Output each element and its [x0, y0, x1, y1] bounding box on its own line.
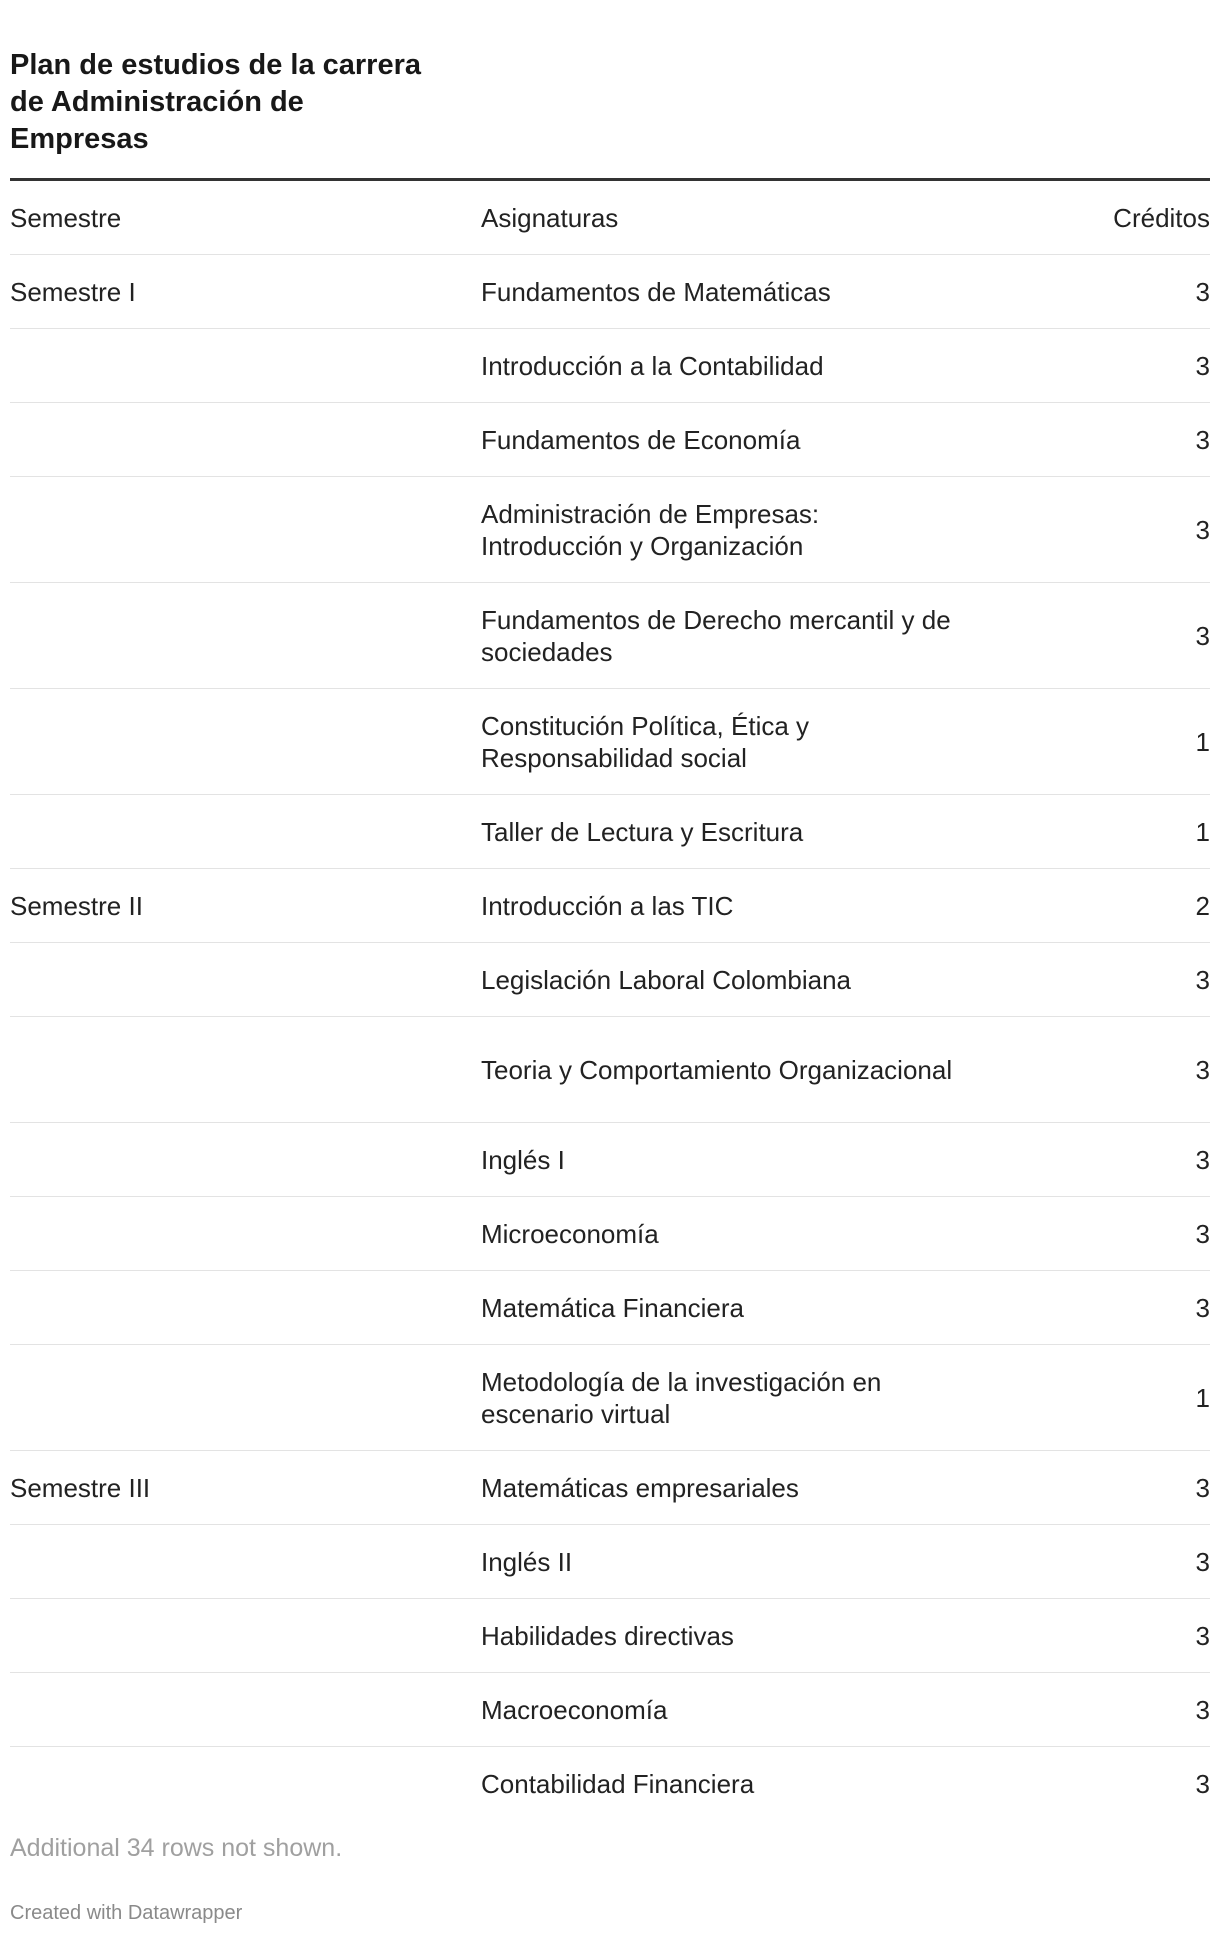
table-header-row: [10, 181, 1210, 255]
credits-cell: 3: [1195, 1292, 1210, 1323]
table-row: [10, 1271, 1210, 1345]
subject-cell: Matemáticas empresariales: [481, 1472, 799, 1503]
subject-cell: Administración de Empresas: Introducción y Organización: [481, 498, 820, 561]
table-row: [10, 795, 1210, 869]
subject-cell: Teoria y Comportamiento Organizacional: [481, 1054, 953, 1085]
subject-cell: Fundamentos de Economía: [481, 424, 801, 455]
subject-cell: Macroeconomía: [481, 1694, 668, 1725]
table-row: [10, 583, 1210, 689]
subject-cell: Introducción a la Contabilidad: [481, 350, 824, 381]
column-header-semester[interactable]: Semestre: [10, 202, 122, 233]
subject-cell: Introducción a las TIC: [481, 890, 734, 921]
credits-cell: 2: [1195, 890, 1210, 921]
credits-cell: 3: [1195, 1218, 1210, 1249]
table-row: [10, 1747, 1210, 1821]
table-row: [10, 689, 1210, 795]
credits-cell: 3: [1195, 964, 1210, 995]
credits-cell: 3: [1195, 620, 1210, 651]
credits-cell: 3: [1195, 350, 1210, 381]
credits-cell: 3: [1195, 514, 1210, 545]
table-row: [10, 255, 1210, 329]
credits-cell: 3: [1195, 1144, 1210, 1175]
credits-cell: 1: [1195, 1382, 1210, 1413]
rows-not-shown-note: Additional 34 rows not shown.: [10, 1834, 343, 1862]
datawrapper-credit[interactable]: Created with Datawrapper: [10, 1902, 243, 1924]
subject-cell: Constitución Política, Ética y Responsabilidad social: [481, 710, 810, 773]
credits-cell: 3: [1195, 1769, 1210, 1799]
table-row: [10, 869, 1210, 943]
table-row: [10, 329, 1210, 403]
subject-cell: Microeconomía: [481, 1218, 659, 1249]
column-header-subjects[interactable]: Asignaturas: [481, 202, 619, 233]
semester-cell: Semestre I: [10, 276, 136, 307]
column-header-credits[interactable]: Créditos: [1113, 202, 1210, 233]
table-row: [10, 1673, 1210, 1747]
table-row: [10, 1017, 1210, 1123]
credits-cell: 1: [1195, 816, 1210, 847]
table-row: [10, 1197, 1210, 1271]
credits-cell: 3: [1195, 276, 1210, 307]
semester-cell: Semestre III: [10, 1472, 151, 1503]
table-row: [10, 1123, 1210, 1197]
subject-cell: Contabilidad Financiera: [481, 1769, 755, 1799]
subject-cell: Legislación Laboral Colombiana: [481, 964, 852, 995]
credits-cell: 3: [1195, 1546, 1210, 1577]
table-row: [10, 1451, 1210, 1525]
table-row: [10, 1345, 1210, 1451]
subject-cell: Matemática Financiera: [481, 1292, 744, 1323]
subject-cell: Inglés I: [481, 1144, 565, 1175]
table-row: [10, 403, 1210, 477]
semester-cell: Semestre II: [10, 890, 143, 921]
table-title: Plan de estudios de la carrera de Administración de Empresas: [10, 49, 422, 155]
credits-cell: 3: [1195, 1472, 1210, 1503]
credits-cell: 3: [1195, 1054, 1210, 1085]
table-row: [10, 943, 1210, 1017]
credits-cell: 3: [1195, 1620, 1210, 1651]
credits-cell: 3: [1195, 1694, 1210, 1725]
subject-cell: Fundamentos de Matemáticas: [481, 276, 831, 307]
subject-cell: Taller de Lectura y Escritura: [481, 816, 804, 847]
subject-cell: Metodología de la investigación en escenario virtual: [481, 1366, 882, 1429]
credits-cell: 3: [1195, 424, 1210, 455]
curriculum-table: [10, 178, 1210, 1821]
table-row: [10, 477, 1210, 583]
subject-cell: Habilidades directivas: [481, 1620, 734, 1651]
credits-cell: 1: [1195, 726, 1210, 757]
table-row: [10, 1599, 1210, 1673]
table-row: [10, 1525, 1210, 1599]
subject-cell: Fundamentos de Derecho mercantil y de sociedades: [481, 604, 951, 667]
table-container: [10, 0, 1210, 1821]
subject-cell: Inglés II: [481, 1546, 573, 1577]
